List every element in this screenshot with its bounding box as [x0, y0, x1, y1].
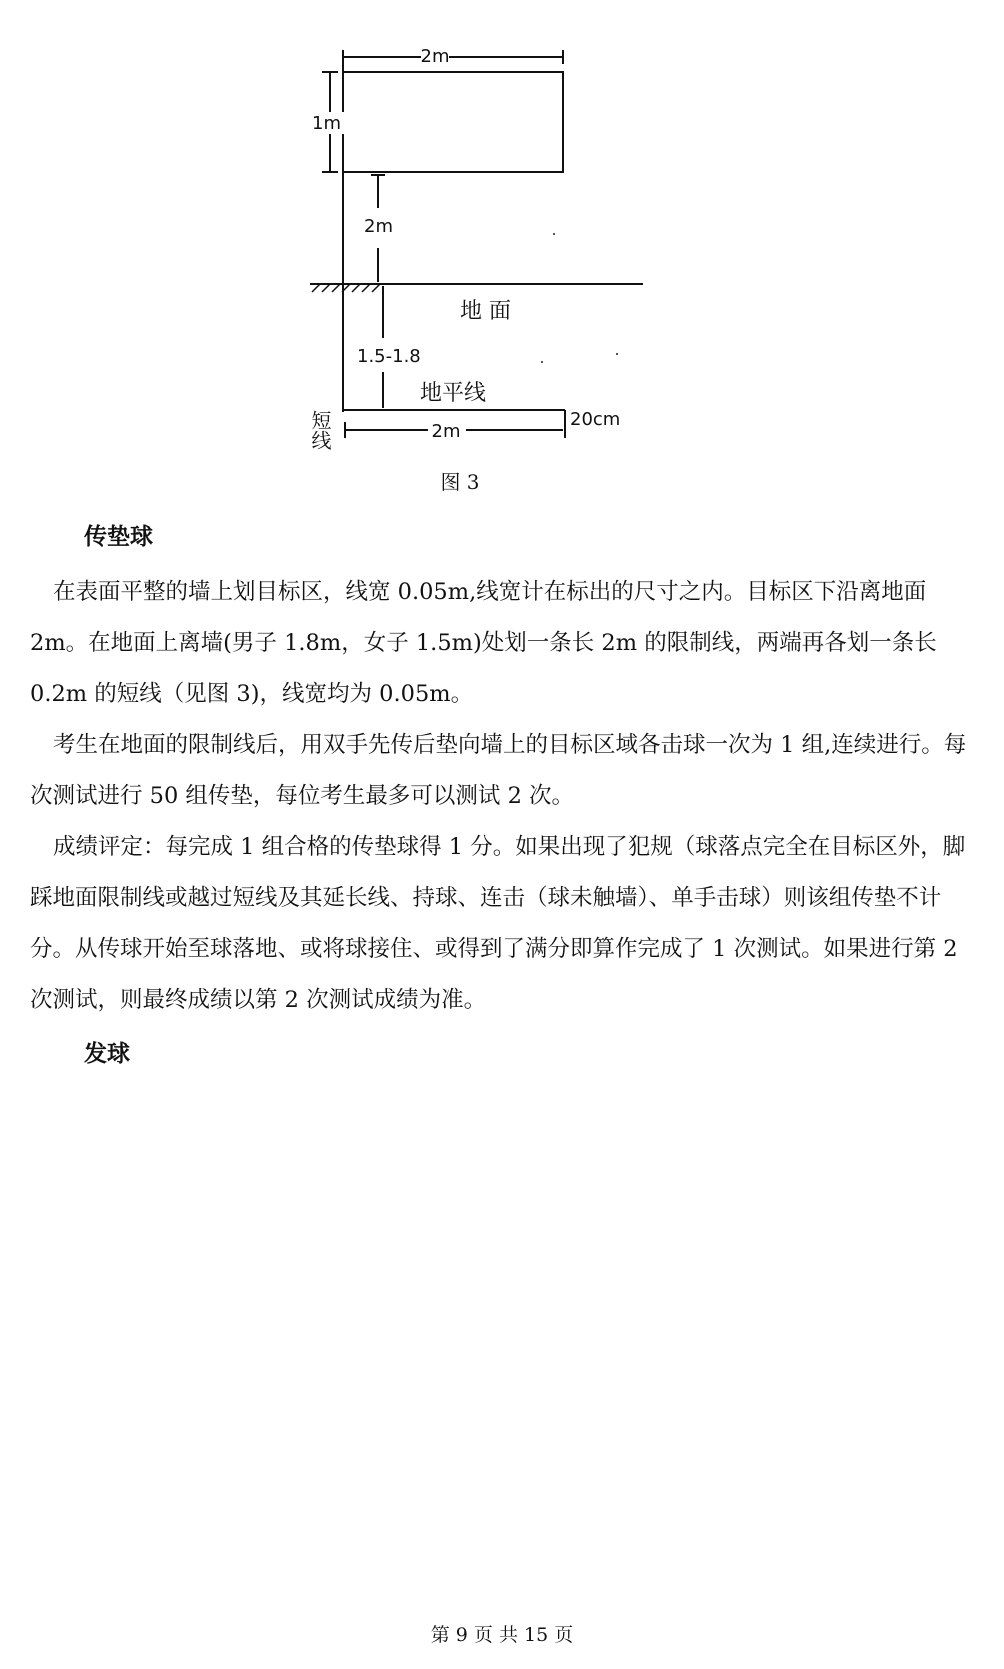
court-wall-diagram: [0, 0, 1004, 460]
short-line-label: 短线: [308, 410, 332, 450]
section-heading-pass-dig: 传垫球: [84, 524, 153, 550]
page-footer: 第 9 页 共 15 页: [430, 1624, 574, 1646]
ground-label: 地 面: [460, 299, 511, 324]
top-width-label: 2m: [420, 46, 450, 67]
horizon-label: 地平线: [420, 381, 487, 406]
target-zone: [343, 72, 563, 172]
paragraph-scoring: 成绩评定：每完成 1 组合格的传垫球得 1 分。如果出现了犯规（球落点完全在目标区外，脚踩地面限制线或越过短线及其延长线、持球、连击（球未触墙）、单手击球）则该组传垫不计分。从传球开始至球落地、或将球接住、或得到了满分即算作完成了 1 次测试。如果进行第 2 次测试，则最终成绩以第 2 次测试成绩为准。: [30, 834, 966, 1013]
distance-label: 1.5-1.8: [357, 346, 421, 367]
section-heading-serve: 发球: [84, 1041, 130, 1067]
short-length-label: 20cm: [570, 409, 621, 430]
line-length-label: 2m: [431, 421, 461, 442]
figure-caption: 图 3: [440, 470, 480, 494]
ground-hatching: [312, 284, 380, 292]
target-height-label: 1m: [312, 113, 341, 134]
paragraph-procedure: 考生在地面的限制线后，用双手先传后垫向墙上的目标区域各击球一次为 1 组,连续进行。每次测试进行 50 组传垫，每位考生最多可以测试 2 次。: [30, 732, 967, 809]
paragraph-setup: 在表面平整的墙上划目标区，线宽 0.05m,线宽计在标出的尺寸之内。目标区下沿离地面 2m。在地面上离墙(男子 1.8m，女子 1.5m)处划一条长 2m 的限制线，两端再各划一条长 0.2m 的短线（见图 3)，线宽均为 0.05m。: [30, 579, 937, 707]
gap-height-label: 2m: [364, 216, 393, 237]
